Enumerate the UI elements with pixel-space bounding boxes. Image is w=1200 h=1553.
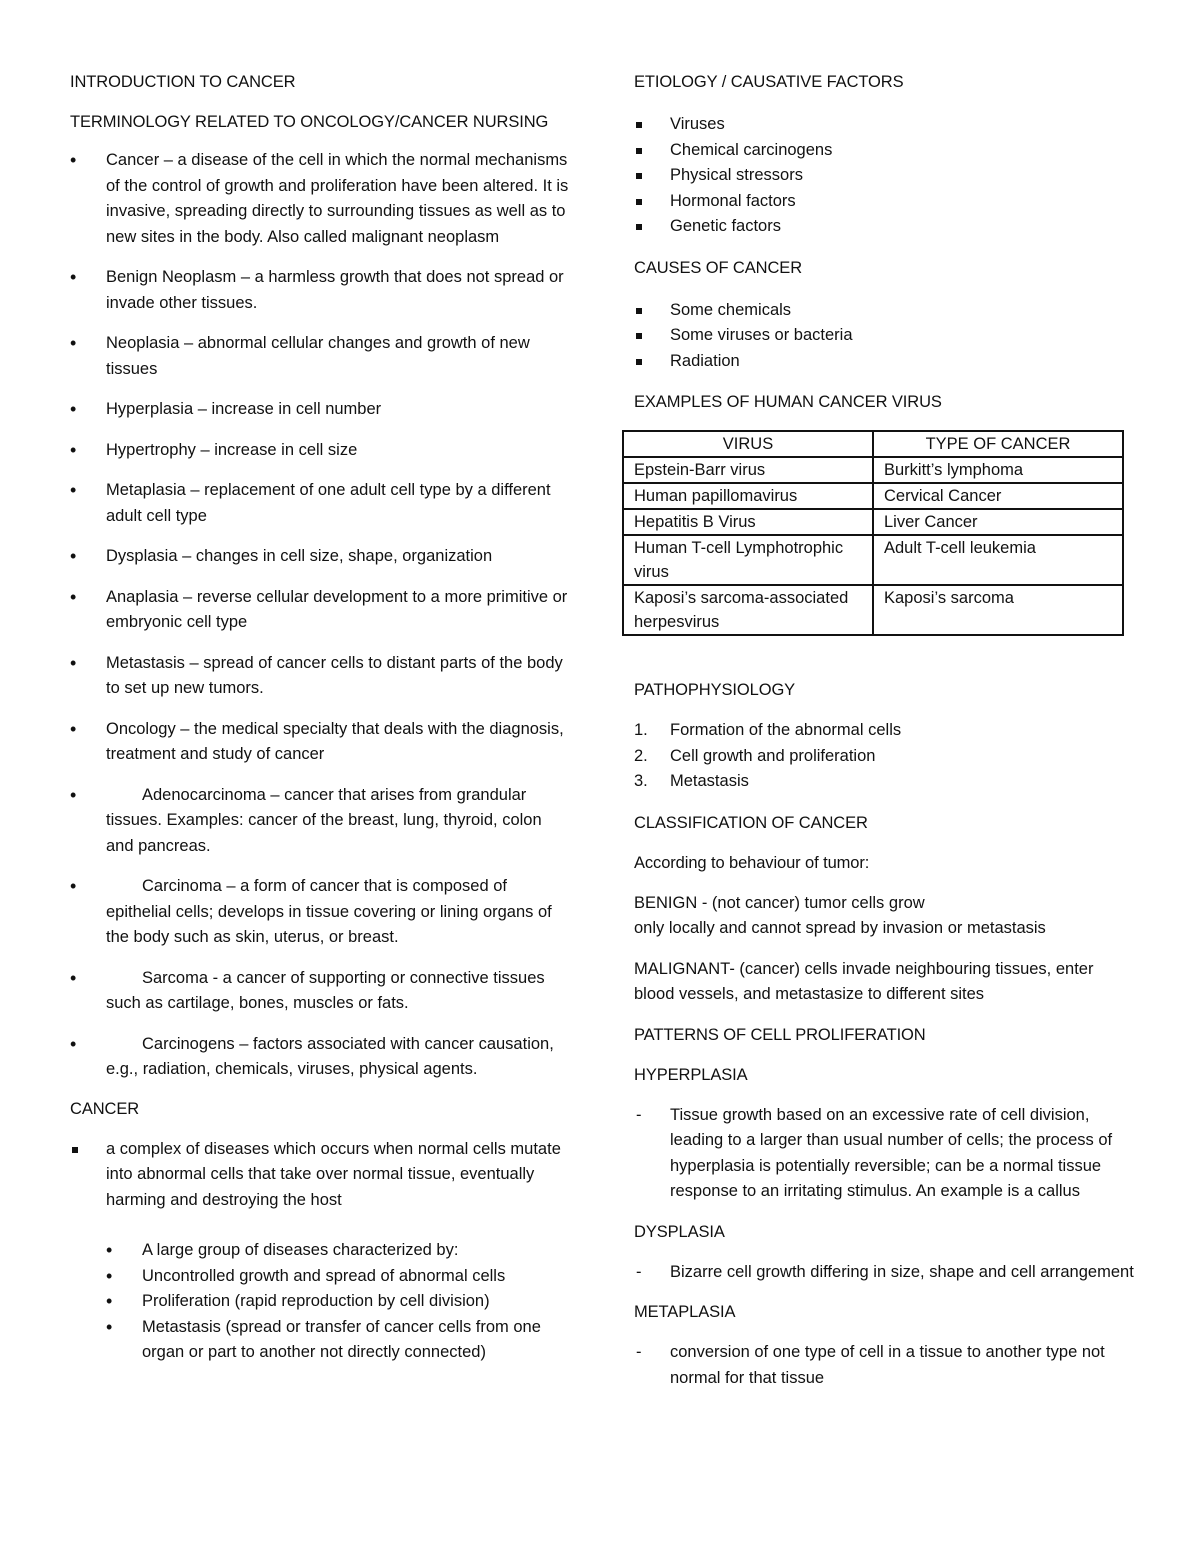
list-item: • Metastasis (spread or transfer of cancer cells from one organ or part to another not directly connected)	[106, 1315, 570, 1366]
metaplasia-list	[634, 1340, 1134, 1391]
term-item	[70, 1032, 570, 1083]
virus-table	[622, 430, 1124, 636]
table-row	[623, 585, 1123, 635]
term-item	[70, 651, 570, 702]
terminology-list	[70, 148, 570, 1083]
list-number: 3.	[634, 772, 648, 790]
list-item: - Bizarre cell growth differing in size, shape and cell arrangement	[634, 1260, 1134, 1286]
classification-heading: CLASSIFICATION OF CANCER	[634, 813, 868, 832]
list-item: Radiation	[634, 349, 1134, 375]
term-text: Hypertrophy – increase in cell size	[106, 440, 358, 459]
pathophysiology-list	[634, 718, 1134, 795]
causes-heading: CAUSES OF CANCER	[634, 258, 803, 277]
causes-list	[634, 298, 1134, 375]
table-row	[623, 509, 1123, 535]
list-item: Viruses	[634, 112, 1134, 138]
term-text: Cancer – a disease of the cell in which the normal mechanisms of the control of growth and proliferation have been altered. It is invasive, spreading directly to surrounding tissues as well as to new sites in the body. Also called malignant neoplasm	[106, 151, 569, 246]
table-cell: Human papillomavirus	[623, 483, 873, 509]
list-item: Genetic factors	[634, 214, 1134, 240]
list-item: Physical stressors	[634, 163, 1134, 189]
metaplasia-heading: METAPLASIA	[634, 1303, 736, 1321]
list-number: 1.	[634, 721, 648, 739]
table-row	[623, 535, 1123, 585]
term-item	[70, 717, 570, 768]
cancer-heading: CANCER	[70, 1099, 140, 1118]
term-text: Adenocarcinoma – cancer that arises from grandular tissues. Examples: cancer of the breast, lung, thyroid, colon and pancreas.	[106, 785, 542, 855]
dysplasia-list	[634, 1260, 1134, 1286]
list-item: Chemical carcinogens	[634, 138, 1134, 164]
list-item	[634, 769, 1134, 795]
term-text: Carcinogens – factors associated with cancer causation, e.g., radiation, chemicals, viruses, physical agents.	[106, 1034, 554, 1078]
term-text: Carcinoma – a form of cancer that is composed of epithelial cells; develops in tissue covering or lining organs of the body such as skin, uterus, or breast.	[106, 877, 552, 946]
term-text: Hyperplasia – increase in cell number	[106, 400, 382, 418]
list-item: • Uncontrolled growth and spread of abnormal cells	[106, 1264, 570, 1290]
cancer-definition-list	[70, 1137, 570, 1214]
term-item	[70, 478, 570, 529]
list-item	[70, 1137, 570, 1214]
list-item	[634, 744, 1134, 770]
term-text: Benign Neoplasm – a harmless growth that does not spread or invade other tissues.	[106, 268, 564, 312]
etiology-list	[634, 112, 1134, 240]
table-header-cell: TYPE OF CANCER	[873, 431, 1123, 457]
list-text: Formation of the abnormal cells	[670, 721, 902, 739]
table-cell: Adult T-cell leukemia	[873, 535, 1123, 585]
table-cell: Burkitt’s lymphoma	[873, 457, 1123, 483]
table-row	[623, 483, 1123, 509]
table-row	[623, 457, 1123, 483]
benign-line-1: BENIGN - (not cancer) tumor cells grow	[634, 893, 925, 912]
list-item: Some viruses or bacteria	[634, 323, 1134, 349]
terminology-heading: TERMINOLOGY RELATED TO ONCOLOGY/CANCER NURSING	[70, 113, 549, 131]
term-text: Neoplasia – abnormal cellular changes and growth of new tissues	[106, 334, 530, 378]
term-item	[70, 544, 570, 570]
term-text: Oncology – the medical specialty that deals with the diagnosis, treatment and study of cancer	[106, 719, 564, 763]
term-item	[70, 585, 570, 636]
patterns-heading: PATTERNS OF CELL PROLIFERATION	[634, 1025, 926, 1044]
term-item	[70, 331, 570, 382]
table-cell: Kaposi’s sarcoma-associated herpesvirus	[623, 585, 873, 635]
list-item: - conversion of one type of cell in a tissue to another type not normal for that tissue	[634, 1340, 1134, 1391]
table-cell: Human T-cell Lymphotrophic virus	[623, 535, 873, 585]
list-item: Some chemicals	[634, 298, 1134, 324]
list-item: • Proliferation (rapid reproduction by cell division)	[106, 1289, 570, 1315]
list-item: • A large group of diseases characterized by:	[106, 1238, 570, 1264]
term-item	[70, 783, 570, 860]
term-item	[70, 438, 570, 464]
list-item: - Tissue growth based on an excessive rate of cell division, leading to a larger than usual number of cells; the process of hyperplasia is potentially reversible; can be a normal tissue response to an irritating stimulus. An example is a callus	[634, 1103, 1134, 1205]
list-text: Cell growth and proliferation	[670, 746, 876, 765]
dysplasia-heading: DYSPLASIA	[634, 1222, 725, 1241]
page-title: INTRODUCTION TO CANCER	[70, 73, 296, 91]
hyperplasia-list	[634, 1103, 1134, 1205]
hyperplasia-heading: HYPERPLASIA	[634, 1065, 748, 1084]
term-text: Metastasis – spread of cancer cells to distant parts of the body to set up new tumors.	[106, 653, 563, 697]
etiology-heading: ETIOLOGY / CAUSATIVE FACTORS	[634, 73, 904, 91]
pathophysiology-heading: PATHOPHYSIOLOGY	[634, 681, 796, 699]
table-cell: Epstein-Barr virus	[623, 457, 873, 483]
characterized-list	[106, 1238, 570, 1366]
term-text: Sarcoma - a cancer of supporting or connective tissues such as cartilage, bones, muscles or fats.	[106, 968, 545, 1012]
list-item: Hormonal factors	[634, 189, 1134, 215]
left-column	[70, 70, 570, 1366]
table-cell: Kaposi’s sarcoma	[873, 585, 1123, 635]
term-text: Anaplasia – reverse cellular development to a more primitive or embryonic cell type	[106, 587, 568, 631]
examples-heading: EXAMPLES OF HUMAN CANCER VIRUS	[634, 393, 942, 411]
malignant-text: MALIGNANT- (cancer) cells invade neighbouring tissues, enter blood vessels, and metastasize to different sites	[634, 959, 1094, 1003]
term-item	[70, 148, 570, 250]
term-item	[70, 265, 570, 316]
benign-line-2: only locally and cannot spread by invasion or metastasis	[634, 919, 1046, 937]
list-text: Metastasis	[670, 772, 749, 790]
table-cell: Hepatitis B Virus	[623, 509, 873, 535]
table-header-cell: VIRUS	[623, 431, 873, 457]
right-column	[634, 70, 1134, 1391]
cancer-definition: a complex of diseases which occurs when normal cells mutate into abnormal cells that take over normal tissue, eventually harming and destroying the host	[106, 1139, 561, 1209]
term-text: Metaplasia – replacement of one adult cell type by a different adult cell type	[106, 481, 551, 525]
list-item	[634, 718, 1134, 744]
table-cell: Liver Cancer	[873, 509, 1123, 535]
term-item	[70, 966, 570, 1017]
according-text: According to behaviour of tumor:	[634, 853, 870, 872]
term-item	[70, 874, 570, 951]
table-cell: Cervical Cancer	[873, 483, 1123, 509]
term-item	[70, 397, 570, 423]
list-number: 2.	[634, 746, 648, 765]
table-header-row	[623, 431, 1123, 457]
term-text: Dysplasia – changes in cell size, shape, organization	[106, 547, 493, 565]
